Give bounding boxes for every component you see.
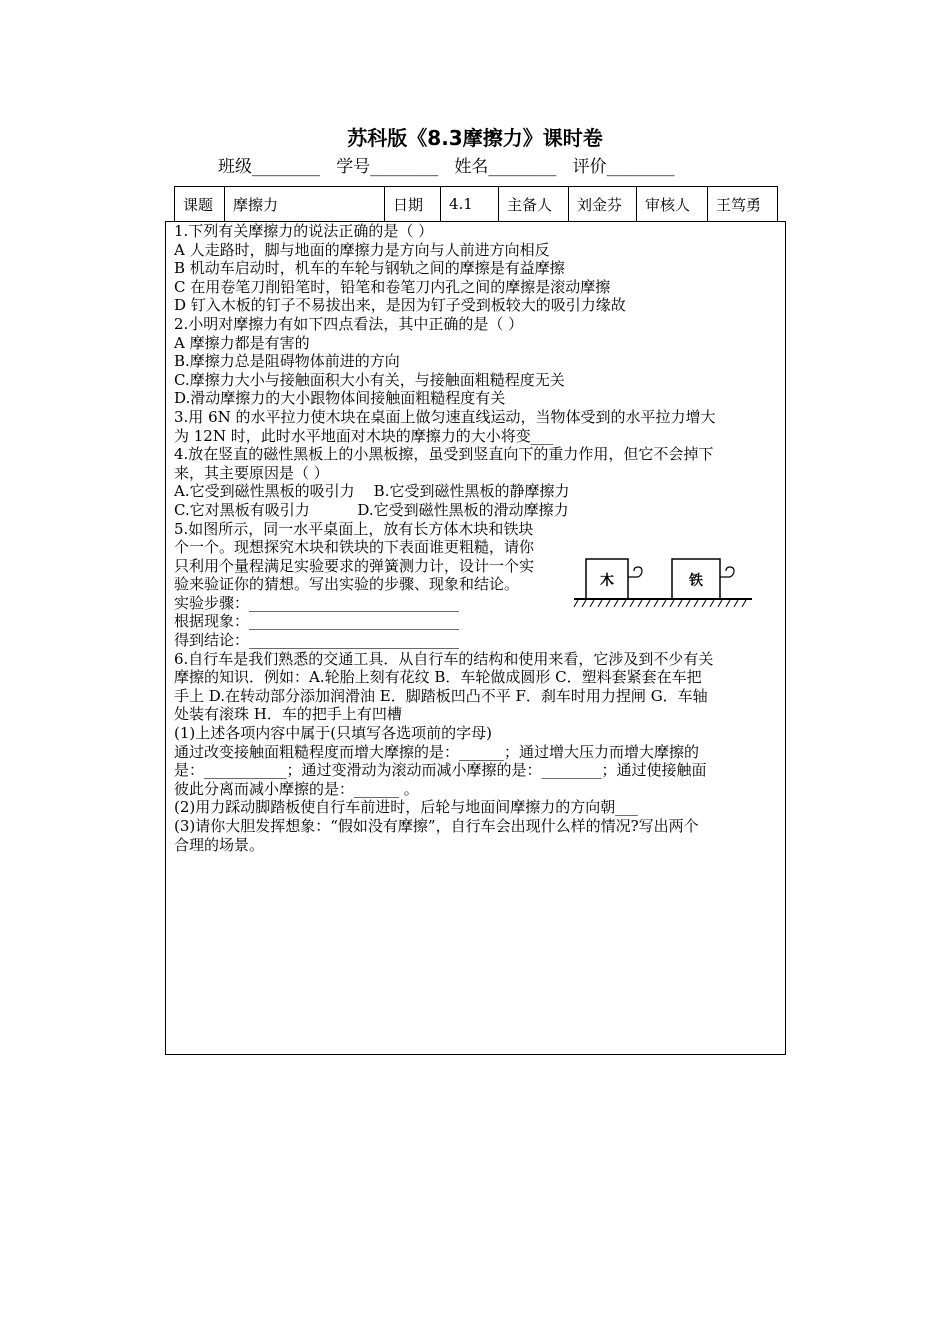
text-line: C.摩擦力大小与接触面积大小有关，与接触面粗糙程度无关 bbox=[174, 370, 565, 389]
text-line: 1.下列有关摩擦力的说法正确的是（ ） bbox=[174, 222, 434, 240]
text-line: A 人走路时，脚与地面的摩擦力是方向与人前进方向相反 bbox=[174, 240, 550, 259]
iron-block bbox=[672, 559, 720, 599]
text-line: 3.用 6N 的水平拉力使木块在桌面上做匀速直线运动，当物体受到的水平拉力增大 bbox=[174, 407, 716, 426]
page-title: 苏科版《8.3摩擦力》课时卷 bbox=[347, 126, 603, 150]
text-line: 摩擦的知识．例如：A.轮胎上刻有花纹 B．车轮做成圆形 C．塑料套紧套在车把 bbox=[174, 668, 702, 687]
header-cell-topic-label: 课题 bbox=[175, 187, 225, 222]
surface-hatching bbox=[574, 600, 746, 607]
text-line: B.摩擦力总是阻碍物体前进的方向 bbox=[174, 352, 400, 371]
question-5 bbox=[174, 520, 578, 650]
iron-block-label: 铁 bbox=[689, 573, 703, 589]
text-line: 合理的场景。 bbox=[174, 835, 265, 854]
text-line: A.它受到磁性黑板的吸引力 B.它受到磁性黑板的静摩擦力 bbox=[174, 482, 570, 501]
text-line: C.它对黑板有吸引力 D.它受到磁性黑板的滑动摩擦力 bbox=[174, 500, 569, 519]
text-line: 手上 D.在转动部分添加润滑油 E．脚踏板凹凸不平 F．刹车时用力捏闸 G．车轴 bbox=[174, 686, 708, 705]
text-line: 5.如图所示，同一水平桌面上，放有长方体木块和铁块 bbox=[174, 519, 534, 538]
text-line: 是：___________；通过变滑动为滚动而减小摩擦的是：________；通过使接触面 bbox=[174, 761, 707, 780]
header-cell-preparer-label: 主备人 bbox=[499, 187, 569, 222]
text-line: 彼此分离而减小摩擦的是：______ 。 bbox=[174, 779, 419, 798]
answer-line-phenomenon: 根据现象：____________________________ bbox=[174, 612, 460, 631]
text-line: 只利用个量程满足实验要求的弹簧测力计，设计一个实 bbox=[174, 556, 535, 575]
hook-icon bbox=[720, 567, 734, 577]
text-line: 为 12N 时，此时水平地面对木块的摩擦力的大小将变___ bbox=[174, 426, 554, 445]
text-line: (2)用力踩动脚踏板使自行车前进时，后轮与地面间摩擦力的方向朝___ bbox=[174, 798, 638, 817]
text-line: B 机动车启动时，机车的车轮与钢轨之间的摩擦是有益摩擦 bbox=[174, 259, 565, 278]
text-line: C 在用卷笔刀削铅笔时，铅笔和卷笔刀内孔之间的摩擦是滚动摩擦 bbox=[174, 277, 611, 296]
header-cell-date: 4.1 bbox=[441, 187, 499, 222]
text-line: D.滑动摩擦力的大小跟物体间接触面粗糙程度有关 bbox=[174, 389, 506, 408]
header-cell-reviewer: 王笃勇 bbox=[708, 187, 778, 222]
text-line: 来，其主要原因是（ ） bbox=[174, 463, 329, 482]
text-line: 2.小明对摩擦力有如下四点看法，其中正确的是（ ） bbox=[174, 314, 524, 333]
text-line: 通过改变接触面粗糙程度而增大摩擦的是：______；通过增大压力而增大摩擦的 bbox=[174, 742, 700, 761]
text-line: D 钉入木板的钉子不易拔出来，是因为钉子受到板较大的吸引力缘故 bbox=[174, 296, 626, 315]
student-info-line: 班级________ 学号________ 姓名________ 评价________ bbox=[218, 157, 675, 177]
wood-block bbox=[586, 559, 628, 599]
blocks-figure bbox=[572, 555, 754, 613]
header-cell-preparer: 刘金芬 bbox=[569, 187, 637, 222]
wood-block-label: 木 bbox=[600, 573, 614, 589]
hook-icon bbox=[628, 567, 642, 577]
text-line: 处装有滚珠 H．车的把手上有凹槽 bbox=[174, 705, 402, 724]
text-line: 个一个。现想探究木块和铁块的下表面谁更粗糙，请你 bbox=[174, 538, 535, 557]
header-table bbox=[174, 186, 778, 222]
text-line: A 摩擦力都是有害的 bbox=[174, 333, 310, 352]
header-cell-topic: 摩擦力 bbox=[225, 187, 385, 222]
answer-line-conclusion: 得到结论：____________________________ bbox=[174, 631, 460, 650]
text-line: (3)请你大胆发挥想象：“假如没有摩擦”，自行车会出现什么样的情况?写出两个 bbox=[174, 817, 699, 835]
text-line: 4.放在竖直的磁性黑板上的小黑板擦，虽受到竖直向下的重力作用，但它不会掉下 bbox=[174, 445, 714, 464]
answer-line-steps: 实验步骤：____________________________ bbox=[174, 593, 460, 612]
header-cell-reviewer-label: 审核人 bbox=[637, 187, 708, 222]
text-line: (1)上述各项内容中属于(只填写各选项前的字母) bbox=[174, 724, 492, 743]
text-line: 6.自行车是我们熟悉的交通工具．从自行车的结构和使用来看，它涉及到不少有关 bbox=[174, 649, 714, 668]
header-cell-date-label: 日期 bbox=[385, 187, 441, 222]
text-line: 验来验证你的猜想。写出实验的步骤、现象和结论。 bbox=[174, 575, 520, 594]
question-content bbox=[174, 222, 776, 854]
